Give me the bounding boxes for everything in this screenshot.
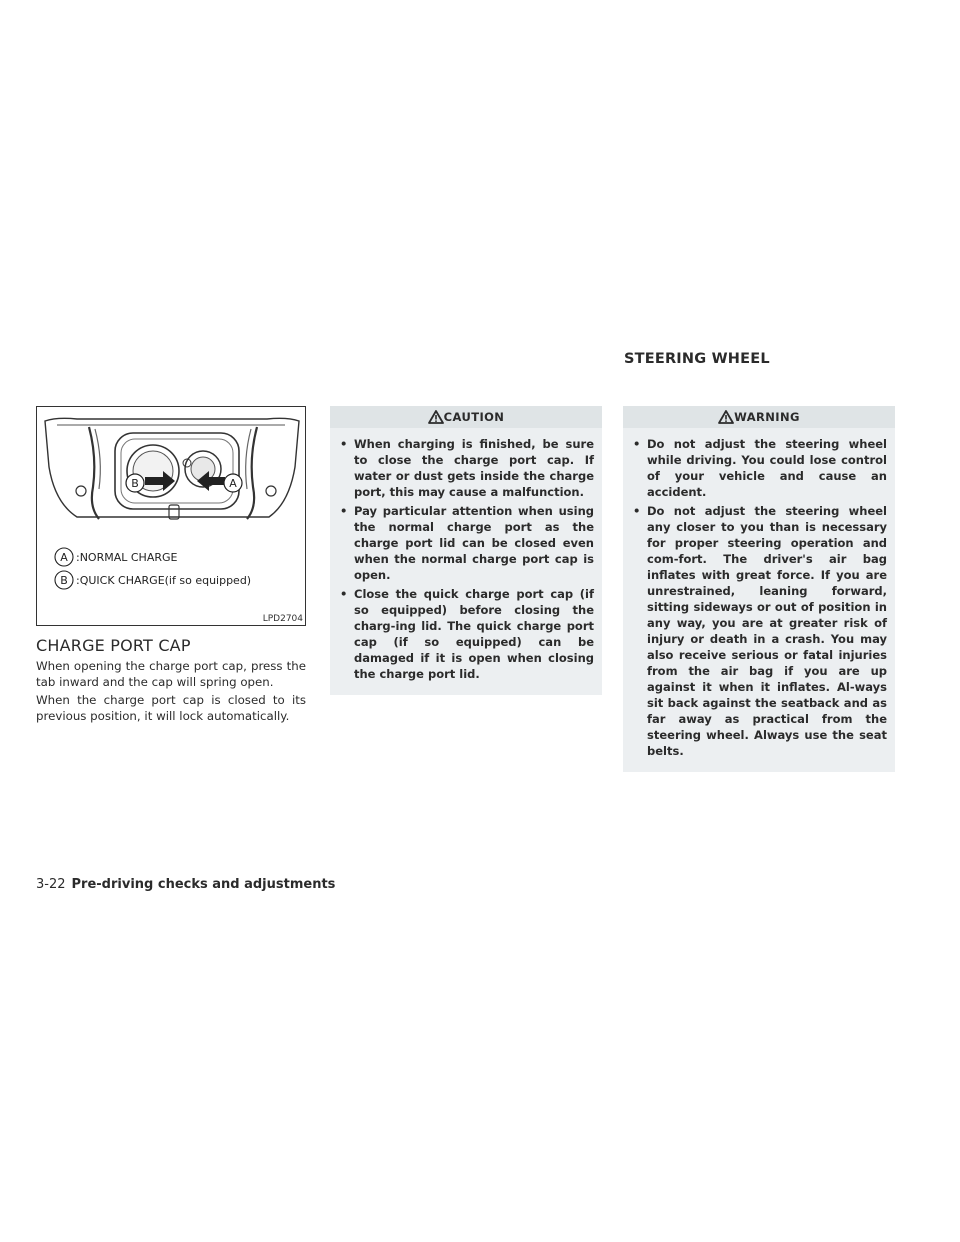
callout-b-label: B (131, 477, 139, 490)
charge-port-illustration (37, 407, 305, 625)
warning-title: WARNING (734, 410, 800, 424)
figure-code: LPD2704 (262, 614, 303, 624)
charge-port-heading: CHARGE PORT CAP (36, 636, 191, 655)
callout-a-label: A (229, 477, 237, 490)
warning-triangle-icon (428, 410, 444, 424)
warning-header (623, 406, 895, 428)
list-item: • Close the quick charge port cap (if so equipped) before closing the charg-ing lid. The quick charge port cap (if so equipped) can be damaged if it is open when closing the charge port lid. (340, 587, 594, 681)
charge-port-paragraph: When the charge port cap is closed to its previous position, it will lock automatically. (36, 693, 306, 723)
page-footer (36, 877, 335, 892)
caution-header (330, 406, 602, 428)
charge-port-paragraph: When opening the charge port cap, press the tab inward and the cap will spring open. (36, 659, 306, 689)
caution-title: CAUTION (443, 410, 505, 424)
warning-triangle-icon (718, 410, 734, 424)
legend-b-text: :QUICK CHARGE(if so equipped) (76, 574, 252, 587)
chapter-title: Pre-driving checks and adjustments (71, 877, 336, 892)
list-item: • Pay particular attention when using the normal charge port as the charge port lid can be closed even when the normal charge port cap is open. (340, 504, 594, 582)
section-title: STEERING WHEEL (624, 351, 770, 367)
list-item: • Do not adjust the steering wheel any closer to you than is necessary for proper steering operation and com-fort. The driver's air bag inflates with great force. If you are unrestrained, leaning forward, sitting sideways or out of position in any way, you are at greater risk of injury or death in a crash. You may also receive serious or fatal injuries from the air bag if you are up against it when it inflates. Al-ways sit back against the seatback and as far away as practical from the steering wheel. Always use the seat belts. (633, 504, 887, 758)
legend-a-marker: A (60, 551, 68, 564)
list-item: • When charging is finished, be sure to close the charge port cap. If water or dust gets inside the charge port, this may cause a malfunction. (340, 437, 594, 499)
charge-port-figure (36, 406, 306, 626)
legend-b-marker: B (60, 574, 68, 587)
legend-a-text: :NORMAL CHARGE (76, 551, 178, 564)
caution-box (330, 406, 602, 695)
page-number: 3-22 (36, 877, 66, 892)
list-item: • Do not adjust the steering wheel while driving. You could lose control of your vehicle and cause an accident. (633, 437, 887, 499)
warning-box (623, 406, 895, 772)
